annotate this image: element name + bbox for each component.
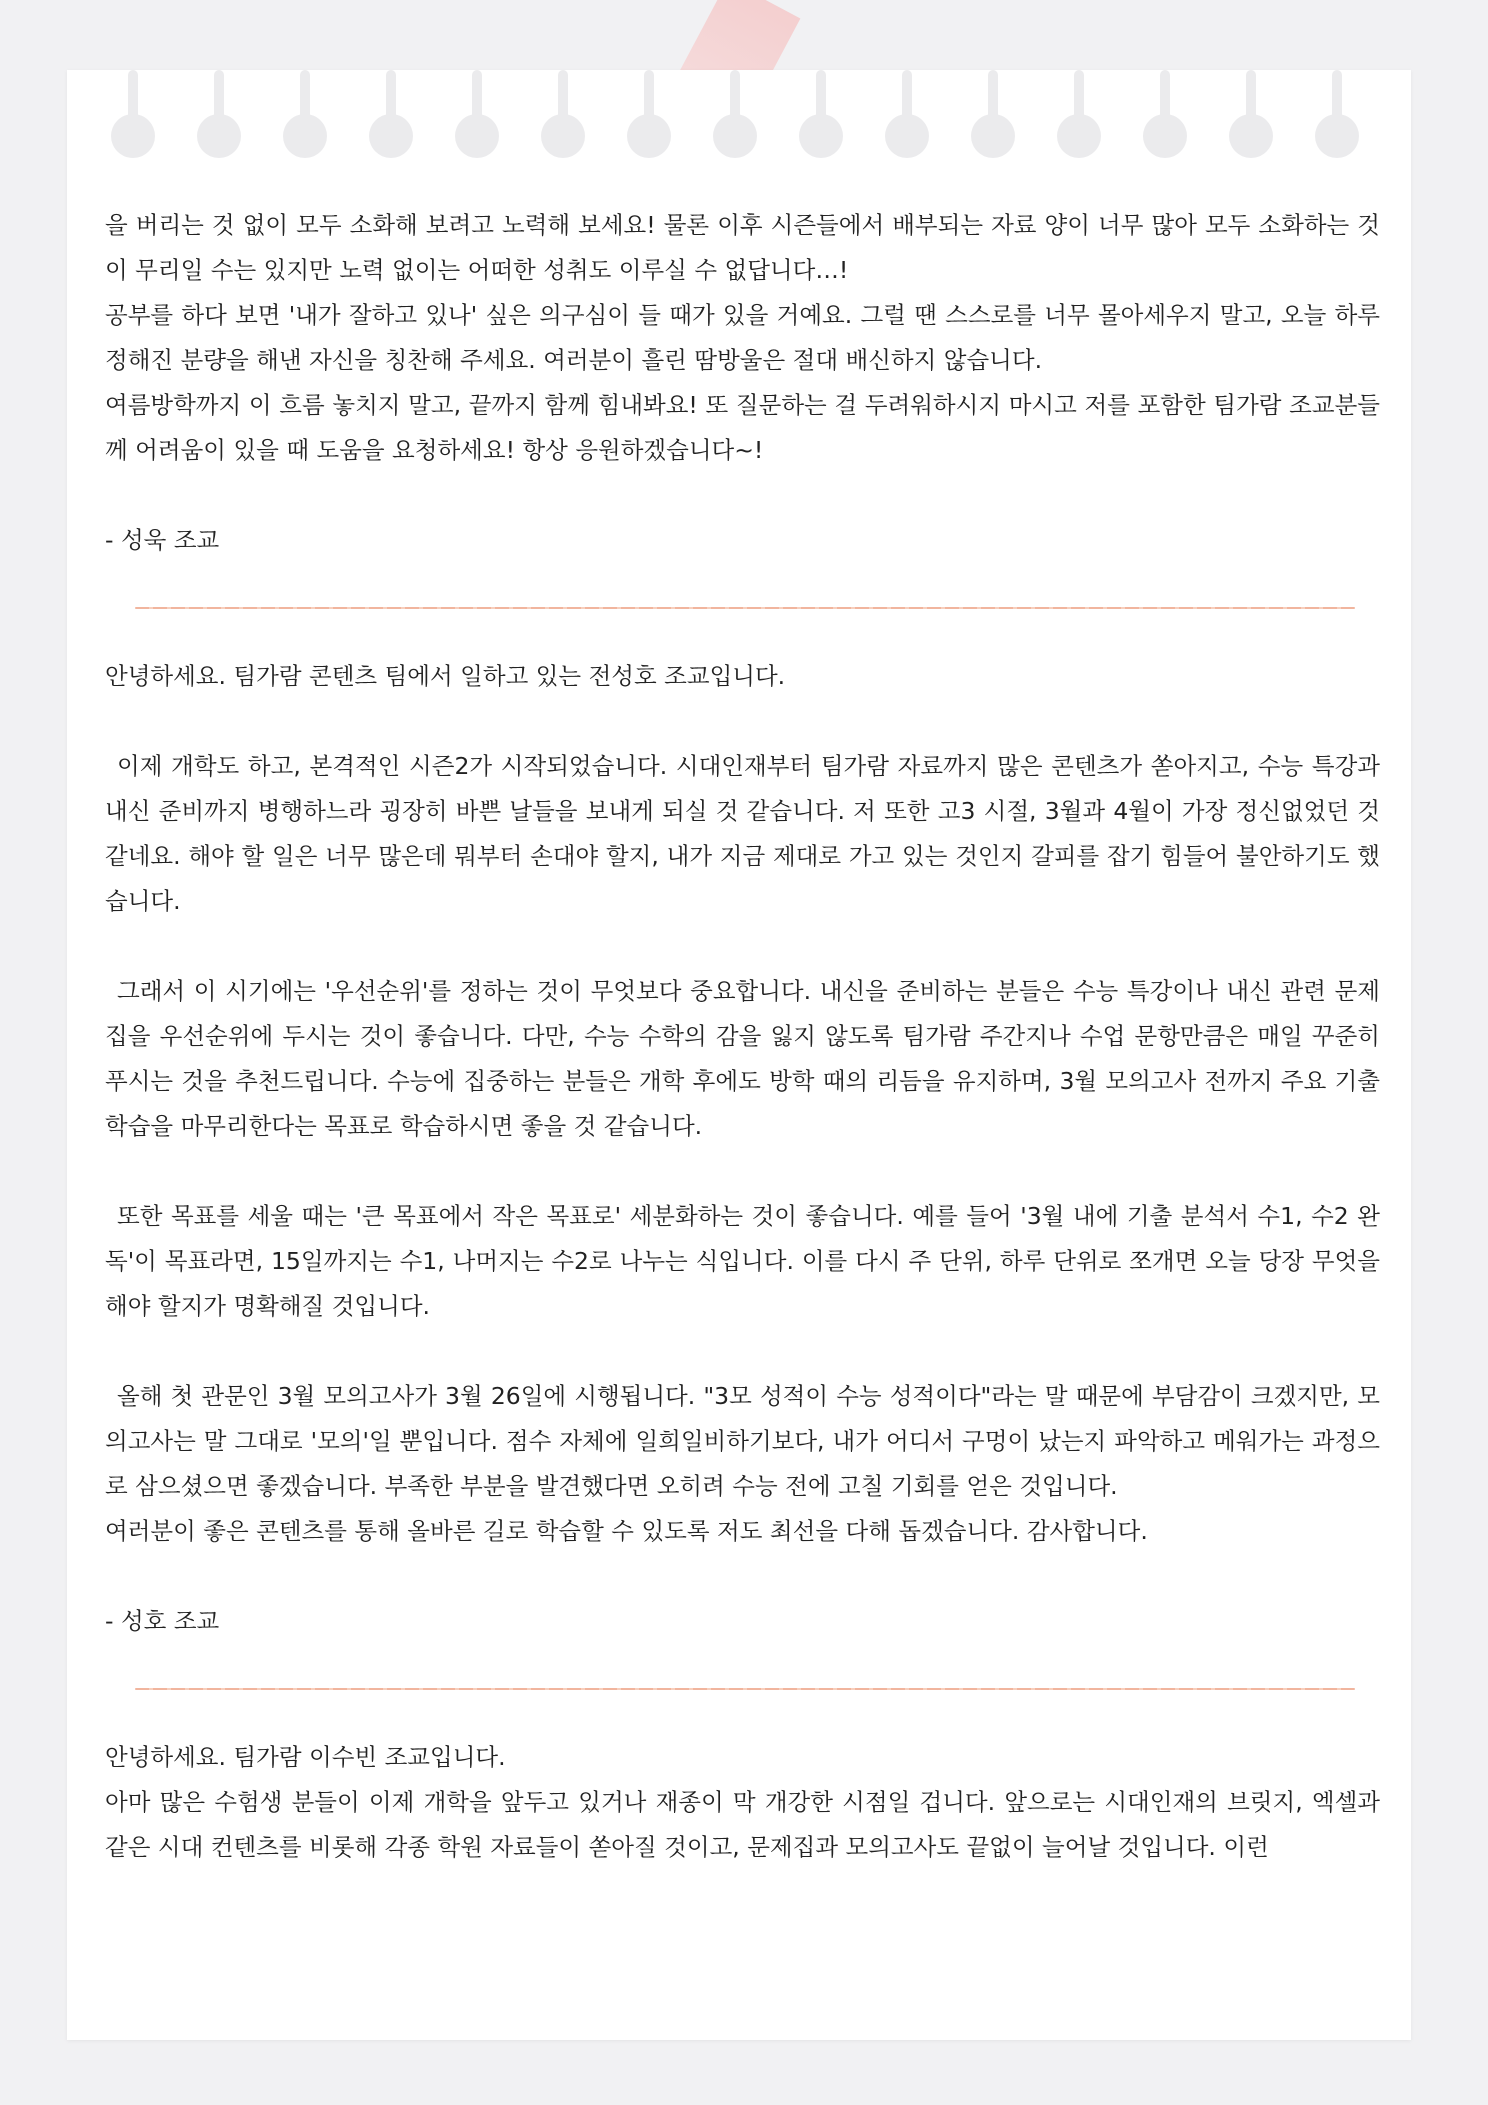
greeting: 안녕하세요. 팀가람 이수빈 조교입니다.: [105, 1743, 506, 1771]
binder-hole: [885, 114, 929, 158]
signature: - 성호 조교: [105, 1607, 220, 1635]
binder-holes: [67, 70, 1411, 190]
binder-hole: [627, 114, 671, 158]
body-text: 그래서 이 시기에는 '우선순위'를 정하는 것이 무엇보다 중요합니다. 내신을 준비하는 분들은 수능 특강이나 내신 관련 문제집을 우선순위에 두시는 것이 좋습니다. 다만, 수능 수학의 감을 잃지 않도록 팀가람 주간지나 수업 문항만큼은 매일 꾸준히 푸시는 것을 추천드립니다. 수능에 집중하는 분들은 개학 후에도 방학 때의 리듬을 유지하며, 3월 모의고사 전까지 주요 기출 학습을 마무리한다는 목표로 학습하시면 좋을 것 같습니다.: [105, 977, 1380, 1140]
binder-hole: [111, 114, 155, 158]
binder-hole: [1229, 114, 1273, 158]
body-text: 을 버리는 것 없이 모두 소화해 보려고 노력해 보세요! 물론 이후 시즌들에서 배부되는 자료 양이 너무 많아 모두 소화하는 것이 무리일 수는 있지만 노력 없이는 어떠한 성취도 이루실 수 없답니다…!: [105, 211, 1380, 284]
binder-hole: [713, 114, 757, 158]
greeting: 안녕하세요. 팀가람 콘텐츠 팀에서 일하고 있는 전성호 조교입니다.: [105, 662, 786, 690]
binder-hole: [283, 114, 327, 158]
binder-hole: [971, 114, 1015, 158]
binder-hole: [1143, 114, 1187, 158]
binder-hole: [455, 114, 499, 158]
binder-hole: [541, 114, 585, 158]
binder-hole: [197, 114, 241, 158]
body-text: 공부를 하다 보면 '내가 잘하고 있나' 싶은 의구심이 들 때가 있을 거예요. 그럴 땐 스스로를 너무 몰아세우지 말고, 오늘 하루 정해진 분량을 해낸 자신을 칭찬해 주세요. 여러분이 흘린 땀방울은 절대 배신하지 않습니다.: [105, 301, 1380, 374]
letter-content: [105, 203, 1380, 1870]
body-text: 여름방학까지 이 흐름 놓치지 말고, 끝까지 함께 힘내봐요! 또 질문하는 걸 두려워하시지 마시고 저를 포함한 팀가람 조교분들께 어려움이 있을 때 도움을 요청하세요! 항상 응원하겠습니다~!: [105, 391, 1380, 464]
body-text: 여러분이 좋은 콘텐츠를 통해 올바른 길로 학습할 수 있도록 저도 최선을 다해 돕겠습니다. 감사합니다.: [105, 1517, 1148, 1545]
binder-hole: [1315, 114, 1359, 158]
body-text: 올해 첫 관문인 3월 모의고사가 3월 26일에 시행됩니다. "3모 성적이 수능 성적이다"라는 말 때문에 부담감이 크겠지만, 모의고사는 말 그대로 '모의'일 뿐입니다. 점수 자체에 일희일비하기보다, 내가 어디서 구멍이 났는지 파악하고 메워가는 과정으로 삼으셨으면 좋겠습니다. 부족한 부분을 발견했다면 오히려 수능 전에 고칠 기회를 얻은 것입니다.: [105, 1382, 1380, 1500]
note-sheet: [67, 70, 1411, 2040]
body-text: 이제 개학도 하고, 본격적인 시즌2가 시작되었습니다. 시대인재부터 팀가람 자료까지 많은 콘텐츠가 쏟아지고, 수능 특강과 내신 준비까지 병행하느라 굉장히 바쁜 날들을 보내게 되실 것 같습니다. 저 또한 고3 시절, 3월과 4월이 가장 정신없었던 것 같네요. 해야 할 일은 너무 많은데 뭐부터 손대야 할지, 내가 지금 제대로 가고 있는 것인지 갈피를 잡기 힘들어 불안하기도 했습니다.: [105, 752, 1380, 915]
binder-hole: [369, 114, 413, 158]
body-text: 아마 많은 수험생 분들이 이제 개학을 앞두고 있거나 재종이 막 개강한 시점일 겁니다. 앞으로는 시대인재의 브릿지, 엑셀과 같은 시대 컨텐츠를 비롯해 각종 학원 자료들이 쏟아질 것이고, 문제집과 모의고사도 끝없이 늘어날 것입니다. 이런: [105, 1788, 1380, 1861]
binder-hole: [799, 114, 843, 158]
binder-hole: [1057, 114, 1101, 158]
signature: - 성욱 조교: [105, 526, 220, 554]
section-divider: [135, 1688, 1355, 1690]
body-text: 또한 목표를 세울 때는 '큰 목표에서 작은 목표로' 세분화하는 것이 좋습니다. 예를 들어 '3월 내에 기출 분석서 수1, 수2 완독'이 목표라면, 15일까지는 수1, 나머지는 수2로 나누는 식입니다. 이를 다시 주 단위, 하루 단위로 쪼개면 오늘 당장 무엇을 해야 할지가 명확해질 것입니다.: [105, 1202, 1380, 1320]
section-divider: [135, 607, 1355, 609]
